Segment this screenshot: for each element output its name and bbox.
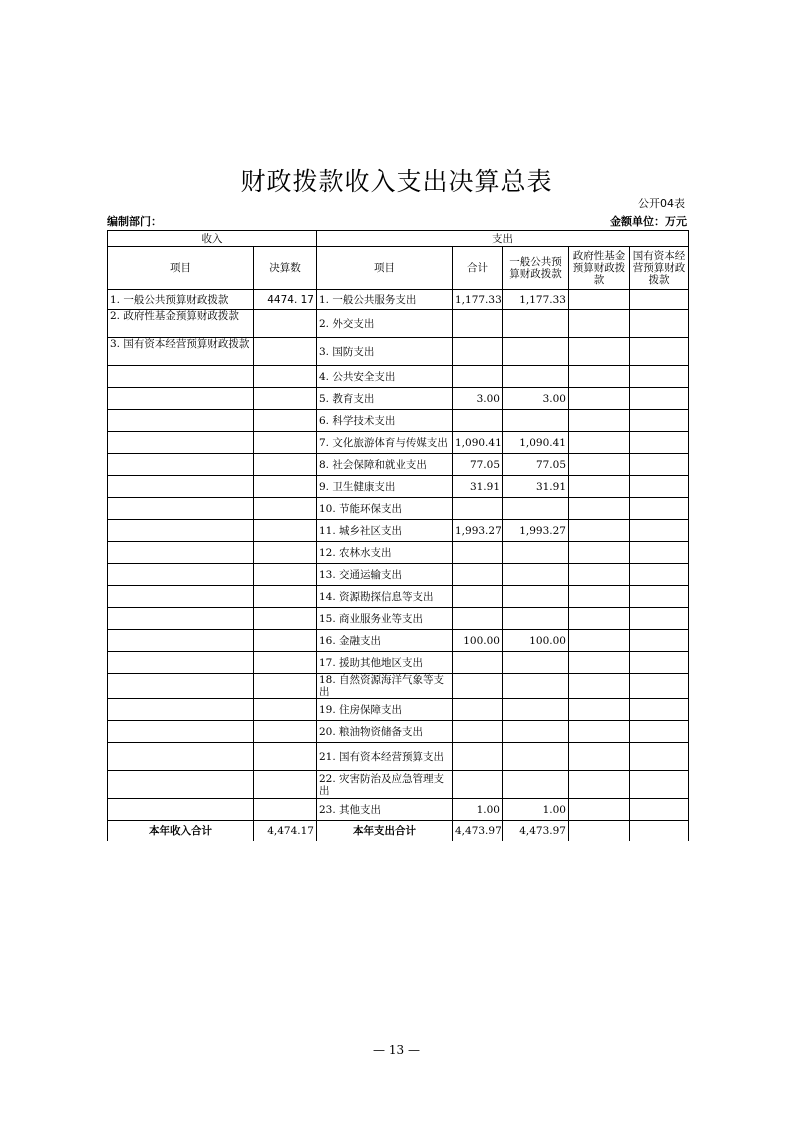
expense-general-cell	[503, 410, 569, 432]
expense-gov-fund-cell	[569, 476, 630, 498]
expense-item-cell: 2. 外交支出	[317, 310, 453, 338]
expense-gov-fund-cell	[569, 388, 630, 410]
income-item-cell	[108, 771, 254, 799]
form-code: 公开04表	[638, 197, 685, 210]
expense-state-capital-cell	[630, 542, 689, 564]
total-header: 合计	[453, 247, 503, 290]
expense-gov-fund-cell	[569, 432, 630, 454]
expense-item-cell: 18. 自然资源海洋气象等支出	[317, 674, 453, 699]
income-amount-cell	[254, 674, 317, 699]
expense-gov-fund-cell	[569, 310, 630, 338]
expense-general-cell: 1.00	[503, 799, 569, 821]
expense-state-capital-cell	[630, 498, 689, 520]
expense-general-cell: 1,993.27	[503, 520, 569, 542]
table-row	[108, 652, 689, 674]
expense-item-cell: 3. 国防支出	[317, 338, 453, 366]
table-row	[108, 630, 689, 652]
expense-item-cell: 16. 金融支出	[317, 630, 453, 652]
expense-gov-fund-cell	[569, 586, 630, 608]
income-amount-cell	[254, 498, 317, 520]
expense-state-capital-cell	[630, 743, 689, 771]
expense-general-cell	[503, 743, 569, 771]
expense-gov-fund-total	[569, 821, 630, 841]
table-row	[108, 743, 689, 771]
income-amount-cell	[254, 542, 317, 564]
expense-gov-fund-cell	[569, 290, 630, 310]
expense-total-cell: 1.00	[453, 799, 503, 821]
expense-total-cell	[453, 338, 503, 366]
expense-total-cell	[453, 542, 503, 564]
expense-gov-fund-cell	[569, 564, 630, 586]
expense-gov-fund-cell	[569, 743, 630, 771]
expense-item-cell: 4. 公共安全支出	[317, 366, 453, 388]
general-budget-header: 一般公共预算财政拨款	[503, 247, 569, 290]
expense-total-cell	[453, 410, 503, 432]
expense-general-cell: 31.91	[503, 476, 569, 498]
expense-total-cell	[453, 564, 503, 586]
income-item-cell	[108, 520, 254, 542]
income-amount-cell: 4474. 17	[254, 290, 317, 310]
expense-general-cell	[503, 771, 569, 799]
income-amount-cell	[254, 476, 317, 498]
table-row	[108, 771, 689, 799]
expense-general-cell	[503, 608, 569, 630]
expense-total-cell	[453, 310, 503, 338]
income-amount-cell	[254, 630, 317, 652]
expense-total-cell	[453, 366, 503, 388]
expense-gov-fund-cell	[569, 410, 630, 432]
expense-state-capital-cell	[630, 799, 689, 821]
expense-total-cell	[453, 721, 503, 743]
expense-total-cell	[453, 674, 503, 699]
expense-gov-fund-cell	[569, 674, 630, 699]
table-row	[108, 699, 689, 721]
expense-state-capital-cell	[630, 454, 689, 476]
expense-item-cell: 11. 城乡社区支出	[317, 520, 453, 542]
expense-state-capital-cell	[630, 338, 689, 366]
expense-item-cell: 23. 其他支出	[317, 799, 453, 821]
income-item-cell	[108, 454, 254, 476]
income-amount-cell	[254, 564, 317, 586]
expense-state-capital-cell	[630, 366, 689, 388]
income-item-cell	[108, 586, 254, 608]
expense-general-cell: 100.00	[503, 630, 569, 652]
table-row	[108, 310, 689, 338]
amount-unit-label: 金额单位：万元	[610, 215, 687, 228]
income-item-cell	[108, 743, 254, 771]
expense-general-cell	[503, 699, 569, 721]
income-section-header: 收入	[108, 231, 317, 247]
expense-state-capital-cell	[630, 608, 689, 630]
expense-gov-fund-cell	[569, 608, 630, 630]
section-header-row	[108, 231, 689, 247]
table-row	[108, 476, 689, 498]
expense-item-cell: 12. 农林水支出	[317, 542, 453, 564]
expense-state-capital-cell	[630, 771, 689, 799]
income-amount-header: 决算数	[254, 247, 317, 290]
expense-general-cell: 77.05	[503, 454, 569, 476]
income-amount-cell	[254, 366, 317, 388]
expense-general-cell	[503, 366, 569, 388]
page-title: 财政拨款收入支出决算总表	[240, 167, 553, 196]
compiling-department-label: 编制部门：	[107, 215, 162, 228]
expense-gov-fund-cell	[569, 338, 630, 366]
expense-item-cell: 21. 国有资本经营预算支出	[317, 743, 453, 771]
expense-total-label: 本年支出合计	[317, 821, 453, 841]
income-amount-cell	[254, 432, 317, 454]
expense-total-cell	[453, 608, 503, 630]
income-amount-cell	[254, 721, 317, 743]
expense-gov-fund-cell	[569, 454, 630, 476]
expense-item-cell: 15. 商业服务业等支出	[317, 608, 453, 630]
state-capital-header: 国有资本经营预算财政拨款	[630, 247, 689, 290]
table-row	[108, 290, 689, 310]
expense-state-capital-cell	[630, 476, 689, 498]
expense-item-cell: 22. 灾害防治及应急管理支出	[317, 771, 453, 799]
expense-gov-fund-cell	[569, 771, 630, 799]
income-amount-cell	[254, 771, 317, 799]
table-row	[108, 432, 689, 454]
table-row	[108, 338, 689, 366]
expense-general-cell: 1,090.41	[503, 432, 569, 454]
expense-general-cell: 1,177.33	[503, 290, 569, 310]
income-item-cell	[108, 564, 254, 586]
income-item-cell	[108, 388, 254, 410]
income-total-label: 本年收入合计	[108, 821, 254, 841]
expense-general-cell	[503, 674, 569, 699]
expense-gov-fund-cell	[569, 630, 630, 652]
expense-item-cell: 1. 一般公共服务支出	[317, 290, 453, 310]
income-item-cell	[108, 799, 254, 821]
expense-state-capital-cell	[630, 699, 689, 721]
income-amount-cell	[254, 586, 317, 608]
expense-gov-fund-cell	[569, 699, 630, 721]
expense-general-cell	[503, 721, 569, 743]
expense-state-capital-cell	[630, 652, 689, 674]
income-amount-cell	[254, 410, 317, 432]
table-row	[108, 454, 689, 476]
expense-state-capital-cell	[630, 290, 689, 310]
income-item-cell: 3. 国有资本经营预算财政拨款	[108, 338, 254, 366]
income-amount-cell	[254, 388, 317, 410]
expense-gov-fund-cell	[569, 542, 630, 564]
table-row	[108, 674, 689, 699]
table-row	[108, 388, 689, 410]
expense-item-cell: 17. 援助其他地区支出	[317, 652, 453, 674]
expense-item-cell: 7. 文化旅游体育与传媒支出	[317, 432, 453, 454]
expense-gov-fund-cell	[569, 520, 630, 542]
expense-total-cell: 1,090.41	[453, 432, 503, 454]
expense-general-cell	[503, 652, 569, 674]
income-amount-cell	[254, 520, 317, 542]
expense-total-cell	[453, 586, 503, 608]
income-amount-cell	[254, 608, 317, 630]
income-item-cell: 1. 一般公共预算财政拨款	[108, 290, 254, 310]
expense-section-header: 支出	[317, 231, 689, 247]
income-amount-cell	[254, 799, 317, 821]
expense-gov-fund-cell	[569, 799, 630, 821]
expense-state-capital-cell	[630, 410, 689, 432]
income-item-cell	[108, 432, 254, 454]
expense-general-cell	[503, 542, 569, 564]
expense-general-cell	[503, 310, 569, 338]
expense-state-capital-cell	[630, 564, 689, 586]
table-row	[108, 721, 689, 743]
expense-total-cell: 1,993.27	[453, 520, 503, 542]
income-item-cell	[108, 674, 254, 699]
income-item-cell: 2. 政府性基金预算财政拨款	[108, 310, 254, 338]
expense-item-cell: 8. 社会保障和就业支出	[317, 454, 453, 476]
expense-general-cell: 3.00	[503, 388, 569, 410]
table-row	[108, 608, 689, 630]
income-item-cell	[108, 608, 254, 630]
expense-item-cell: 14. 资源勘探信息等支出	[317, 586, 453, 608]
income-amount-cell	[254, 652, 317, 674]
income-amount-cell	[254, 338, 317, 366]
table-row	[108, 520, 689, 542]
income-item-header: 项目	[108, 247, 254, 290]
expense-state-capital-cell	[630, 388, 689, 410]
expense-total-cell: 100.00	[453, 630, 503, 652]
expense-state-capital-cell	[630, 721, 689, 743]
expense-general-cell	[503, 564, 569, 586]
expense-item-cell: 6. 科学技术支出	[317, 410, 453, 432]
income-item-cell	[108, 699, 254, 721]
income-item-cell	[108, 721, 254, 743]
income-item-cell	[108, 366, 254, 388]
income-total-amount: 4,474.17	[254, 821, 317, 841]
expense-total-cell	[453, 652, 503, 674]
expense-state-capital-cell	[630, 520, 689, 542]
expense-total-amount: 4,473.97	[453, 821, 503, 841]
totals-row	[108, 821, 689, 841]
expense-total-cell: 77.05	[453, 454, 503, 476]
expense-gov-fund-cell	[569, 721, 630, 743]
expense-item-cell: 10. 节能环保支出	[317, 498, 453, 520]
income-item-cell	[108, 498, 254, 520]
expense-state-capital-cell	[630, 586, 689, 608]
table-row	[108, 542, 689, 564]
expense-general-cell	[503, 338, 569, 366]
income-item-cell	[108, 542, 254, 564]
table-row	[108, 799, 689, 821]
expense-state-capital-cell	[630, 432, 689, 454]
expense-item-cell: 19. 住房保障支出	[317, 699, 453, 721]
fiscal-table	[107, 230, 689, 841]
expense-total-cell: 3.00	[453, 388, 503, 410]
expense-gov-fund-cell	[569, 366, 630, 388]
income-item-cell	[108, 652, 254, 674]
expense-gov-fund-cell	[569, 498, 630, 520]
expense-state-capital-cell	[630, 310, 689, 338]
table-row	[108, 586, 689, 608]
expense-total-cell: 31.91	[453, 476, 503, 498]
expense-total-cell	[453, 498, 503, 520]
expense-item-header: 项目	[317, 247, 453, 290]
expense-gov-fund-cell	[569, 652, 630, 674]
expense-item-cell: 20. 粮油物资储备支出	[317, 721, 453, 743]
expense-state-capital-cell	[630, 674, 689, 699]
table-row	[108, 564, 689, 586]
expense-item-cell: 13. 交通运输支出	[317, 564, 453, 586]
page-number: — 13 —	[373, 1043, 420, 1057]
table-row	[108, 366, 689, 388]
expense-general-total: 4,473.97	[503, 821, 569, 841]
income-amount-cell	[254, 310, 317, 338]
expense-total-cell	[453, 743, 503, 771]
expense-total-cell	[453, 699, 503, 721]
income-item-cell	[108, 630, 254, 652]
gov-fund-header: 政府性基金预算财政拨款	[569, 247, 630, 290]
income-amount-cell	[254, 699, 317, 721]
expense-item-cell: 9. 卫生健康支出	[317, 476, 453, 498]
column-header-row	[108, 247, 689, 290]
expense-total-cell: 1,177.33	[453, 290, 503, 310]
table-row	[108, 498, 689, 520]
expense-state-capital-cell	[630, 630, 689, 652]
income-amount-cell	[254, 743, 317, 771]
income-item-cell	[108, 476, 254, 498]
expense-general-cell	[503, 586, 569, 608]
income-amount-cell	[254, 454, 317, 476]
income-item-cell	[108, 410, 254, 432]
expense-item-cell: 5. 教育支出	[317, 388, 453, 410]
expense-state-capital-total	[630, 821, 689, 841]
expense-general-cell	[503, 498, 569, 520]
expense-total-cell	[453, 771, 503, 799]
table-row	[108, 410, 689, 432]
